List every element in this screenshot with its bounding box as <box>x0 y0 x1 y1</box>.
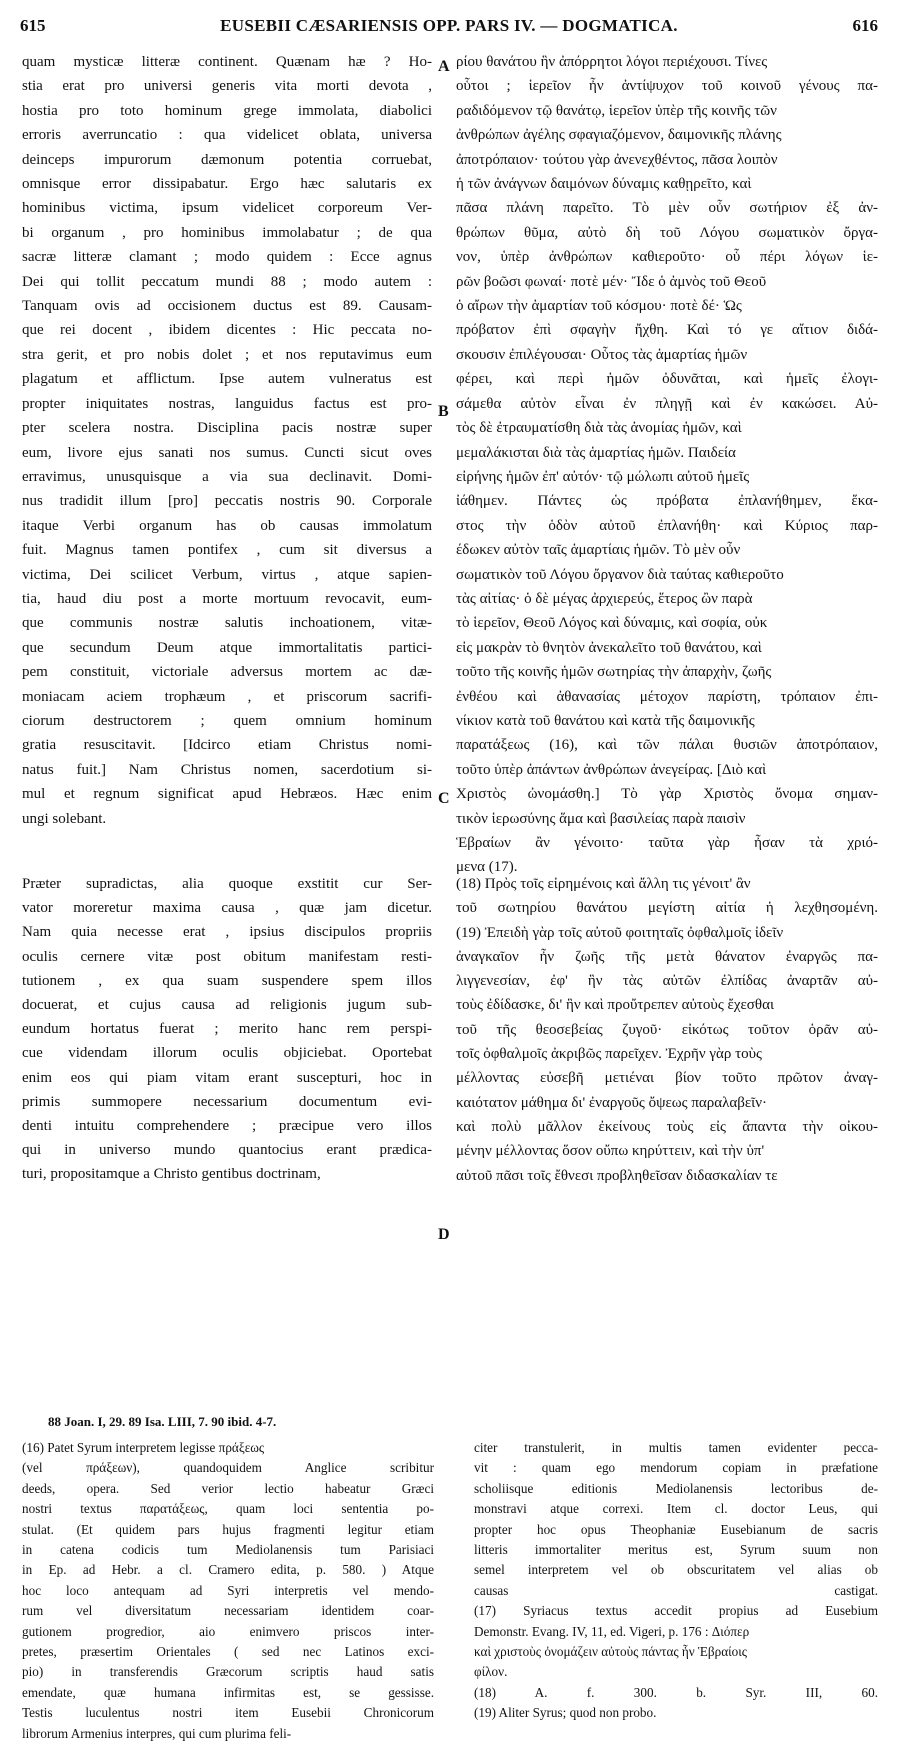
text-line: enim eos qui piam vitam erant suscepturi, hoc in <box>22 1069 432 1086</box>
running-title: EUSEBII CÆSARIENSIS OPP. PARS IV. — DOGMATICA. <box>220 16 678 35</box>
text-line: θρώπων θῦμα, αὐτὸ δὴ τοῦ Λόγου σωματικὸν ὄργα- <box>456 224 878 241</box>
text-line: τοῖς ὀφθαλμοῖς ἀκριβῶς παρεῖχεν. Ἐχρῆν γὰρ τοὺς <box>456 1046 762 1063</box>
text-line: pio) in transferendis Græcorum scriptis haud satis <box>22 1664 434 1680</box>
text-line: que communis nostræ salutis inchoationem, vitæ- <box>22 615 432 632</box>
text-line: fuit. Magnus tamen pontifex , cum sit diversus a <box>22 542 432 559</box>
text-line: rum vel diversitatum necessariam identidem coar- <box>22 1603 434 1619</box>
text-line: Demonstr. Evang. IV, 11, ed. Vigeri, p. 176 : Διόπερ <box>474 1623 750 1639</box>
text-line: itaque Verbi organum has ob causas immolatum <box>22 517 432 534</box>
text-line: (19) Ἐπειδὴ γὰρ τοῖς αὐτοῦ φοιτηταῖς ὀφθαλμοῖς ἰδεῖν <box>456 924 784 941</box>
text-line: librorum Armenius interpres, qui cum plurima feli- <box>22 1725 292 1741</box>
text-line: καὶ χριστοὺς ὀνομάζειν αὐτοὺς πάντας ἦν Ἑβραίοις <box>474 1644 748 1660</box>
text-line: καὶ πολὺ μᾶλλον ἐκείνους τοὺς εἰς ἅπαντα τὴν οἰκου- <box>456 1118 878 1135</box>
text-line: τὸς δὲ ἐτραυματίσθη διὰ τὰς ἀνομίας ἡμῶν, καὶ <box>456 420 742 437</box>
text-line: (16) Patet Syrum interpretem legisse πράξεως <box>22 1440 265 1455</box>
text-line: μεμαλάκισται διὰ τὰς ἁμαρτίας ἡμῶν. Παιδεία <box>456 444 736 461</box>
text-line: (17) Syriacus textus accedit propius ad Eusebium <box>474 1603 878 1619</box>
text-line: propter iniquitates nostras, languidus factus est pro- <box>22 395 432 412</box>
text-line: oculis cernere vitæ post obitum manifestam resti- <box>22 948 432 965</box>
text-line: πᾶσα πλάνη παρεῖτο. Τὸ μὲν οὖν σωτήριον ἐξ ἀν- <box>456 200 878 217</box>
text-line: νίκιον κατὰ τοῦ θανάτου καὶ κατὰ τῆς δαιμονικῆς <box>456 712 755 729</box>
text-line: hominibus victima, ipsum videlicet corporeum Ver- <box>22 200 432 217</box>
text-line: τοῦτο ὑπὲρ ἁπάντων ἀνθρώπων ἀνεγείρας. [Διὸ καὶ <box>456 761 767 778</box>
text-line: moniacam aciem trophæum , et priscorum sacrifi- <box>22 688 432 705</box>
text-line: σάμεθα αὐτὸν εἶναι ἐν πληγῇ καὶ ἐν κακώσει. Αὐ- <box>456 395 878 412</box>
text-line: nostri textus παρατάξεως, quam loci sententia po- <box>22 1501 434 1517</box>
text-line: turi, propositamque a Christo gentibus doctrinam, <box>22 1166 321 1183</box>
text-line: έδωκεν αὐτὸν ταῖς ἁμαρτίαις ἡμῶν. Τὸ μὲν οὖν <box>456 542 741 559</box>
text-line: monstravi atque correxi. Item cl. doctor Leus, qui <box>474 1501 878 1517</box>
text-line: Χριστὸς ὠνομάσθη.] Τὸ γὰρ Χριστὸς ὄνομα σημαν- <box>456 786 878 803</box>
text-line: φίλον. <box>474 1664 508 1680</box>
text-line: Tanquam ovis ad occisionem ductus est 89. Causam- <box>22 298 432 315</box>
text-line: tutionem , ex qua suam suspendere spem illos <box>22 972 432 989</box>
text-line: ἡ τῶν ἀνάγνων δαιμόνων δύναμις καθῃρεῖτο, καὶ <box>456 176 752 193</box>
text-line: eundum hortatus fuerat ; merito hanc rem perspi- <box>22 1021 432 1038</box>
text-line: μενα (17). <box>456 859 518 876</box>
footnotes-left-column <box>22 1438 434 1744</box>
text-line: citer transtulerit, in multis tamen evidenter pecca- <box>474 1440 878 1455</box>
text-line: μέλλοντας εὐσεβῆ μετιέναι βίον τοῦτο πρῶτον ἀναγ- <box>456 1070 878 1087</box>
text-line: τοῦ τῆς θεοσεβείας ζυγοῦ· εἰκότως τοῦτον ὁρᾶν αὐ- <box>456 1021 878 1038</box>
text-line: ungi solebant. <box>22 810 107 827</box>
text-line: in Ep. ad Hebr. a cl. Cramero edita, p. 580. ) Atque <box>22 1562 434 1578</box>
text-line: Dei qui tollit peccatum mundi 88 ; modo autem : <box>22 273 432 290</box>
text-line: τὰς αἰτίας· ὁ δὲ μέγας ἀρχιερεύς, ἕτερος ὢν παρὰ <box>456 590 753 607</box>
text-line: tia, haud diu post a morte mortuum revocavit, eum- <box>22 590 432 607</box>
greek-column-top <box>456 50 878 880</box>
text-line: sacræ litteræ clamant ; modo quidem : Ecce agnus <box>22 249 432 266</box>
text-line: que secundum Deum atque immortalitatis partici- <box>22 639 432 656</box>
text-line: stra gerit, et pro nobis dolet ; et nos reputavimus eum <box>22 346 432 363</box>
text-line: gratia resuscitavit. [Idcirco etiam Christus nomi- <box>22 737 432 754</box>
text-line: Nam quia necesse erat , ipsius discipulos propriis <box>22 924 432 941</box>
text-line: in catena codicis tum Mediolanensis tum Parisiaci <box>22 1542 434 1558</box>
text-line: hoc loco antequam ad Syri interpretis vel mendo- <box>22 1582 434 1598</box>
text-line: εἰρήνης ἡμῶν ἐπ' αὐτόν· τῷ μώλωπι αὐτοῦ ἡμεῖς <box>456 468 750 485</box>
text-line: pem constituit, victoriale adversus mortem ac dæ- <box>22 664 432 681</box>
text-line: ἰάθημεν. Πάντες ὡς πρόβατα ἐπλανήθημεν, ἕκα- <box>456 493 878 510</box>
text-line: erravimus, unusquisque a via sua declinavit. Domi- <box>22 468 432 485</box>
text-line: omnisque error dissipabatur. Ergo hæc salutaris ex <box>22 176 432 193</box>
margin-marker-c: C <box>438 790 450 807</box>
text-line: plagatum et afflictum. Ipse autem vulneratus est <box>22 371 432 388</box>
text-line: deeds, opera. Sed verior lectio habeatur Græci <box>22 1480 434 1496</box>
text-line: erroris averruncatio : qua videlicet oblata, universa <box>22 127 432 144</box>
text-line: στος τὴν ὁδὸν αὐτοῦ ἐπλανήθη· καὶ Κύριος παρ- <box>456 517 878 534</box>
text-line: emendate, quæ humana infirmitas est, se gessisse. <box>22 1684 434 1700</box>
text-line: σκουσιν ἐπιλέγουσαι· Οὗτος τὰς ἁμαρτίας ἡμῶν <box>456 346 748 363</box>
text-line: propter hoc opus Theophaniæ Eusebianum de sacris <box>474 1521 878 1537</box>
text-line: εἰς μακρὰν τὸ θνητὸν ἀνεκαλεῖτο τοῦ θανάτου, καὶ <box>456 639 762 656</box>
text-line: stulat. (Et quidem pars hujus fragmenti legitur etiam <box>22 1521 434 1537</box>
text-line: τοῦτο τῆς κοινῆς ἡμῶν σωτηρίας τὴν ἀπαρχὴν, ζωῆς <box>456 664 772 681</box>
text-line: φέρει, καὶ περὶ ἡμῶν ὀδυνᾶται, καὶ ἡμεῖς ἐλογι- <box>456 371 878 388</box>
text-line: νον, ὑπὲρ ἀνθρώπων καθιεροῦτο· οὗ πέρι λόγων ἱε- <box>456 249 878 266</box>
text-line: σωματικὸν τοῦ Λόγου ὄργανον διὰ ταύτας καθιεροῦτο <box>456 566 784 583</box>
text-line: deinceps impurorum dæmonum potentia corruebat, <box>22 151 432 168</box>
text-line: que rei docent , ibidem dicentes : Hic peccata no- <box>22 322 432 339</box>
text-line: semel interpretem vel ob obscuritatem vel alias ob <box>474 1562 878 1578</box>
text-line: (18) A. f. 300. b. Syr. III, 60. <box>474 1684 878 1700</box>
text-line: μένην μέλλοντας ὅσον οὔπω κηρύττειν, καὶ τὴν ὑπ' <box>456 1143 765 1160</box>
text-line: pter scelera nostra. Disciplina pacis nostræ super <box>22 420 432 437</box>
text-line: pretes, præsertim Orientales ( sed nec Latinos exci- <box>22 1644 434 1660</box>
text-line: τικὸν ἱερωσύνης ἅμα καὶ βασιλείας παρὰ παισὶν <box>456 810 746 827</box>
text-line: ἀποτρόπαιον· τούτου γὰρ ἀνενεχθέντος, πᾶσα λοιπὸν <box>456 151 778 168</box>
text-line: causas castigat. <box>474 1582 878 1598</box>
margin-marker-a: A <box>438 58 450 75</box>
text-line: bi organum , pro hominibus immolabatur ; de qua <box>22 224 432 241</box>
text-line: ciorum destructorem ; quem omnium hominum <box>22 712 432 729</box>
text-line: mul et regnum significat apud Hebræos. Hæc enim <box>22 786 432 803</box>
text-line: (vel πράξεων), quandoquidem Anglice scribitur <box>22 1460 434 1476</box>
text-line: natus fuit.] Nam Christus nomen, sacerdotium si- <box>22 761 432 778</box>
margin-marker-b: B <box>438 403 449 420</box>
text-line: Præter supradictas, alia quoque exstitit cur Ser- <box>22 876 432 892</box>
text-line: τὸ ἱερεῖον, Θεοῦ Λόγος καὶ δύναμις, καὶ σοφία, οὐκ <box>456 615 768 632</box>
text-line: eum, livore ejus sanati nos sumus. Cuncti sicut oves <box>22 444 432 461</box>
running-header <box>20 16 878 42</box>
text-line: οὗτοι ; ἱερεῖον ἦν ἀντίψυχον τοῦ κοινοῦ γένους πα- <box>456 78 878 95</box>
text-line: hostia pro toto hominum grege immolata, diabolici <box>22 102 432 119</box>
text-line: victima, Dei scilicet Verbum, virtus , atque sapien- <box>22 566 432 583</box>
text-line: (18) Πρὸς τοῖς εἰρημένοις καὶ ἄλλη τις γένοιτ' ἂν <box>456 876 751 892</box>
text-line: vit : quam ego mendorum copiam in præfatione <box>474 1460 878 1476</box>
text-line: καιότατον μάθημα δι' ἐναργοῦς ὄψεως παραλαβεῖν· <box>456 1094 767 1111</box>
text-line: gutionem progredior, aio enimvero priscos inter- <box>22 1623 434 1639</box>
text-line: Testis luculentus nostri item Eusebii Chronicorum <box>22 1705 434 1721</box>
text-line: docuerat, et cujus causa ad religionis jugum sub- <box>22 997 432 1014</box>
text-line: qui in universo mundo quantocius erant prædica- <box>22 1142 432 1159</box>
text-line: τοὺς ἐδίδασκε, δι' ἣν καὶ προὔτρεπεν αὐτοὺς ἔχεσθαι <box>456 997 774 1014</box>
text-line: nus tradidit illum [pro] peccatis nostris 90. Corporale <box>22 493 432 510</box>
text-line: ἀνθρώπων ἀγέλης σφαγιαζόμενον, δαιμονικῆς πλάνης <box>456 127 782 144</box>
text-line: primis summopere necessarium documentum evi- <box>22 1093 432 1110</box>
text-line: vator moreretur maxima causa , quæ jam dicetur. <box>22 900 432 917</box>
text-line: τοῦ σωτηρίου θανάτου μεγίστη αἰτία ἡ λεχθησομένη. <box>456 900 878 917</box>
text-line: denti intuitu comprehendere ; præcipue vero illos <box>22 1118 432 1135</box>
text-line: litteris immortaliter meritus est, Syrum suum non <box>474 1542 878 1558</box>
text-line: παρατάξεως (16), καὶ τῶν πάλαι θυσιῶν ἀποτρόπαιον, <box>456 737 878 754</box>
text-line: ραδιδόμενον τῷ θανάτῳ, ἱερεῖον ὑπὲρ τῆς κοινῆς τῶν <box>456 102 777 119</box>
margin-marker-d: D <box>438 1226 450 1243</box>
text-line: πρόβατον ἐπὶ σφαγὴν ἤχθη. Καὶ τό γε αἴτιον διδά- <box>456 322 878 339</box>
page-number-left: 615 <box>20 16 46 35</box>
text-line: ρίου θανάτου ἣν ἀπόρρητοι λόγοι περιέχουσι. Τίνες <box>456 54 768 70</box>
text-line: (19) Aliter Syrus; quod non probo. <box>474 1705 657 1721</box>
text-line: quam mysticæ litteræ continent. Quænam hæ ? Ho- <box>22 54 432 70</box>
text-line: Ἑβραίων ἂν γένοιτο· ταῦτα γὰρ ἦσαν τὰ χριό- <box>456 835 878 851</box>
text-line: λιγγενεσίαν, ἐφ' ἣν τὰς αὐτῶν ἐλπίδας ἀναρτᾶν αὐ- <box>456 973 878 990</box>
text-line: cue videndam illorum oculis objiciebat. Oportebat <box>22 1045 432 1062</box>
latin-column-bottom <box>22 872 432 1187</box>
text-line: stia erat pro universi generis vita morti devota , <box>22 78 432 95</box>
text-line: ἀναγκαῖον ἦν ζωῆς τῆς μετὰ θάνατον ἐναργῶς πα- <box>456 948 878 965</box>
footnotes-right-column <box>474 1438 878 1724</box>
text-line: αὐτοῦ πᾶσι τοῖς ἔθνεσι προβληθεῖσαν διδασκαλίαν τε <box>456 1167 778 1184</box>
scripture-references: 88 Joan. I, 29. 89 Isa. LIII, 7. 90 ibid. 4-7. <box>48 1414 277 1429</box>
text-line: ρῶν βοῶσι φωναί· ποτὲ μέν· Ἴδε ὁ ἀμνὸς τοῦ Θεοῦ <box>456 273 767 290</box>
page-number-right: 616 <box>852 16 878 35</box>
text-line: ἐνθέου καὶ ἀθανασίας μέτοχον παρίστη, τρόπαιον ἐπι- <box>456 688 878 705</box>
text-line: scholiisque editionis Mediolanensis lectoribus de- <box>474 1480 878 1496</box>
text-line: ὁ αἴρων τὴν ἁμαρτίαν τοῦ κόσμου· ποτὲ δέ· Ὡς <box>456 298 742 315</box>
latin-column-top <box>22 50 432 831</box>
greek-column-bottom <box>456 872 878 1188</box>
